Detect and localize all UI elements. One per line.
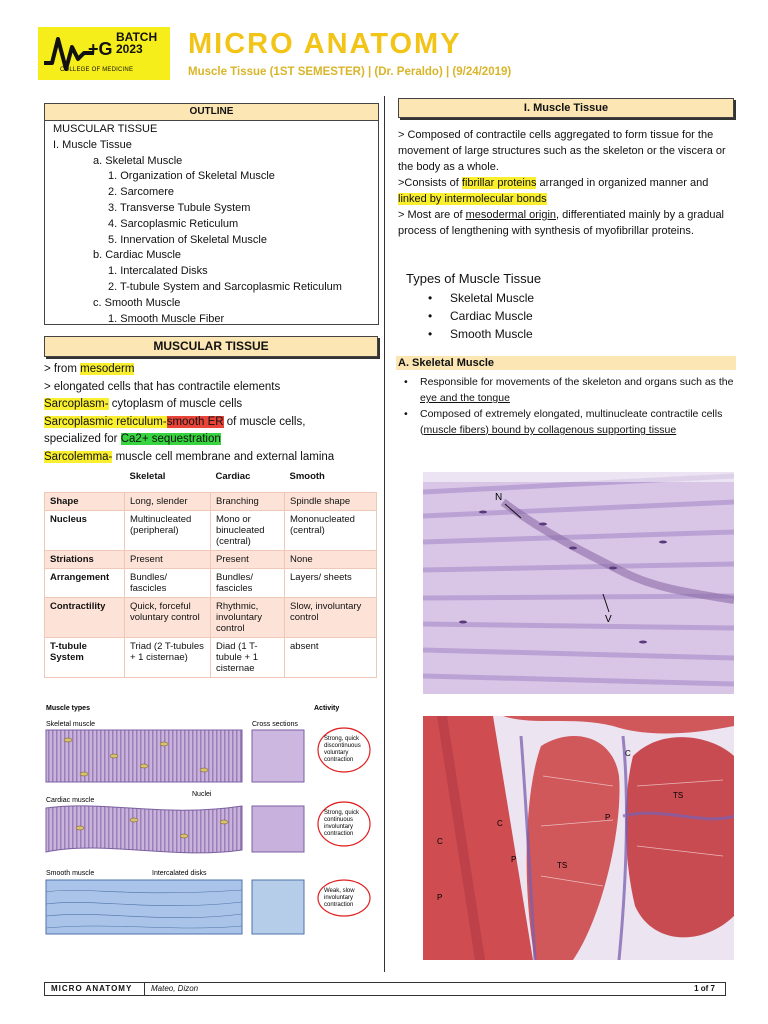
list-item: • Cardiac Muscle [428, 307, 534, 325]
underline-mesodermal-origin: mesodermal origin [465, 209, 557, 221]
table-row [45, 511, 377, 551]
table-cell: None [285, 551, 377, 569]
outline-item: 5. Innervation of Skeletal Muscle [108, 233, 267, 246]
table-header-row [45, 468, 377, 493]
row-header: T-tubule System [45, 638, 125, 678]
column-header: Smooth [289, 471, 325, 482]
skeletal-muscle-heading: A. Skeletal Muscle [396, 356, 736, 370]
outline-item: MUSCULAR TISSUE [53, 123, 158, 135]
fig-skeletal-label: Skeletal muscle [46, 721, 96, 728]
list-item: • Composed of extremely elongated, multinucleate contractile cells (muscle fibers) bound by collagenous supporting tissue [404, 406, 734, 438]
note-line [44, 414, 334, 432]
outline-heading: OUTLINE [45, 104, 378, 121]
row-header: Nucleus [45, 511, 125, 551]
table-cell: Diad (1 T-tubule + 1 cisternae [211, 638, 285, 678]
label-p: P [437, 893, 443, 902]
table-cell: Present [125, 551, 211, 569]
footer-subject: MICRO ANATOMY [51, 984, 133, 993]
batch-logo [38, 27, 170, 80]
highlight-sarcoplasm: Sarcoplasm- [44, 398, 109, 410]
label-c: C [625, 749, 631, 758]
table-cell: Triad (2 T-tubules + 1 cisternae) [125, 638, 211, 678]
footer-divider [144, 983, 145, 995]
note-text: of muscle cells, [223, 415, 306, 428]
label-ts: TS [673, 791, 684, 800]
types-heading: Types of Muscle Tissue [406, 271, 542, 286]
fig-cross-label: Cross sections [252, 721, 298, 728]
page-footer [44, 982, 726, 996]
activity-note-smooth: Weak, slow involuntary contraction [324, 888, 355, 908]
note-text: specialized for [44, 433, 121, 445]
muscular-tissue-notes [44, 361, 334, 466]
table-cell: Bundles/ fascicles [211, 569, 285, 598]
outline-item: 2. Sarcomere [108, 186, 175, 199]
label-p: P [605, 813, 611, 822]
highlight-ca-sequestration: Ca2+ sequestration [120, 433, 221, 445]
label-c: C [437, 837, 443, 846]
note-line [44, 361, 334, 379]
footer-authors: Mateo, Dizon [151, 984, 199, 993]
outline-item: a. Skeletal Muscle [93, 154, 183, 167]
logo-batch: BATCH [116, 30, 158, 44]
muscle-tissue-heading: I. Muscle Tissue [398, 98, 734, 118]
highlight-mesoderm: mesoderm [80, 363, 135, 375]
para-3: > Most are of mesodermal origin, differentiated mainly by a gradual process of lengthening with synthesis of myofibrillar proteins. [398, 209, 725, 237]
types-list [428, 289, 534, 343]
table-cell: Multinucleated (peripheral) [125, 511, 211, 551]
outline-item: 3. Transverse Tubule System [108, 201, 251, 214]
table-cell: Mononucleated (central) [285, 511, 377, 551]
outline-item: 2. T-tubule System and Sarcoplasmic Reticulum [108, 280, 342, 293]
footer-page-number: 1 of 7 [694, 984, 715, 993]
skeletal-muscle-drawing [46, 730, 242, 782]
label-v: V [605, 614, 612, 625]
table-cell: Mono or binucleated (central) [211, 511, 285, 551]
outline-item: 1. Organization of Skeletal Muscle [108, 170, 275, 183]
table-cell: Slow, involuntary control [285, 598, 377, 638]
outline-item: I. Muscle Tissue [53, 138, 132, 151]
highlight-smooth-er: smooth ER [166, 415, 224, 428]
list-item: • Skeletal Muscle [428, 289, 534, 307]
list-item: • Responsible for movements of the skeleton and organs such as the eye and the tongue [404, 374, 734, 406]
note-text: > from [44, 363, 81, 375]
fig-activity: Activity [314, 705, 340, 712]
smooth-muscle-drawing [46, 880, 242, 934]
highlight-sarcoplasmic-reticulum: Sarcoplasmic reticulum- [44, 415, 167, 428]
table-cell: Long, slender [125, 493, 211, 511]
label-p: P [511, 855, 517, 864]
skeletal-cross-section [252, 730, 304, 782]
label-c: C [497, 819, 503, 828]
outline-item: b. Cardiac Muscle [93, 249, 182, 262]
skeletal-cross-section-micrograph [423, 716, 734, 960]
smooth-cross-section [252, 880, 304, 934]
fig-title: Muscle types [46, 705, 90, 712]
table-cell: Spindle shape [285, 493, 377, 511]
label-ts: TS [557, 861, 568, 870]
outline-list [53, 122, 342, 327]
muscular-tissue-heading: MUSCULAR TISSUE [44, 336, 378, 357]
outline-item: 1. Smooth Muscle Fiber [108, 312, 225, 325]
muscle-types-figure [44, 700, 374, 940]
muscle-tissue-description [398, 127, 732, 239]
note-text: muscle cell membrane and external lamina [112, 450, 335, 463]
muscle-comparison-table [44, 468, 377, 678]
label-n: N [495, 492, 503, 503]
fig-cardiac-label: Cardiac muscle [46, 797, 95, 804]
table-row [45, 569, 377, 598]
para-1: > Composed of contractile cells aggregated to form tissue for the movement of large structures such as the skeleton or the viscera or the body as a whole. [398, 129, 726, 173]
activity-note-skeletal: Strong, quick discontinuous voluntary contraction [324, 736, 361, 763]
logo-plus: +G [88, 39, 113, 59]
table-row [45, 598, 377, 638]
table-row [45, 638, 377, 678]
cardiac-muscle-drawing [46, 806, 242, 853]
note-line [44, 449, 334, 467]
table-cell: Branching [211, 493, 285, 511]
list-item: • Smooth Muscle [428, 325, 534, 343]
table-cell: Rhythmic, involuntary control [211, 598, 285, 638]
outline-box [44, 103, 379, 325]
table-row [45, 551, 377, 569]
table-row [45, 493, 377, 511]
table-cell: absent [285, 638, 377, 678]
row-header: Striations [45, 551, 125, 569]
table-cell: Quick, forceful voluntary control [125, 598, 211, 638]
outline-item: 1. Intercalated Disks [108, 265, 208, 278]
outline-item: c. Smooth Muscle [93, 296, 181, 309]
table-cell: Bundles/ fascicles [125, 569, 211, 598]
highlight-fibrillar-proteins: fibrillar proteins [461, 177, 537, 189]
page-title: MICRO ANATOMY [188, 28, 462, 60]
note-line [44, 396, 334, 414]
fig-nuclei-label: Nuclei [192, 791, 212, 798]
column-header: Cardiac [215, 471, 251, 482]
skeletal-longitudinal-micrograph [423, 472, 734, 694]
highlight-intermolecular-bonds: linked by intermolecular bonds [398, 193, 547, 205]
row-header: Arrangement [45, 569, 125, 598]
logo-college: COLLEGE OF MEDICINE [60, 67, 134, 73]
highlight-sarcolemma: Sarcolemma- [44, 450, 113, 463]
row-header: Contractility [45, 598, 125, 638]
note-line: > elongated cells that has contractile elements [44, 380, 281, 393]
page-subtitle: Muscle Tissue (1ST SEMESTER) | (Dr. Peraldo) | (9/24/2019) [188, 66, 512, 78]
logo-year: 2023 [116, 42, 143, 56]
fig-smooth-label: Smooth muscle [46, 870, 95, 877]
skeletal-muscle-bullets [404, 374, 734, 438]
cardiac-cross-section [252, 806, 304, 852]
table-cell: Layers/ sheets [285, 569, 377, 598]
fig-disks-label: Intercalated disks [152, 870, 207, 877]
table-cell: Present [211, 551, 285, 569]
para-2: >Consists of fibrillar proteins arranged in organized manner and linked by intermolecular bonds [398, 177, 709, 205]
activity-note-cardiac: Strong, quick continuous involuntary contraction [324, 810, 360, 837]
column-header [45, 468, 125, 493]
column-divider [384, 96, 385, 972]
note-text: cytoplasm of muscle cells [108, 398, 243, 410]
row-header: Shape [45, 493, 125, 511]
note-line [44, 431, 334, 449]
column-header: Skeletal [129, 471, 166, 482]
outline-item: 4. Sarcoplasmic Reticulum [108, 217, 239, 230]
